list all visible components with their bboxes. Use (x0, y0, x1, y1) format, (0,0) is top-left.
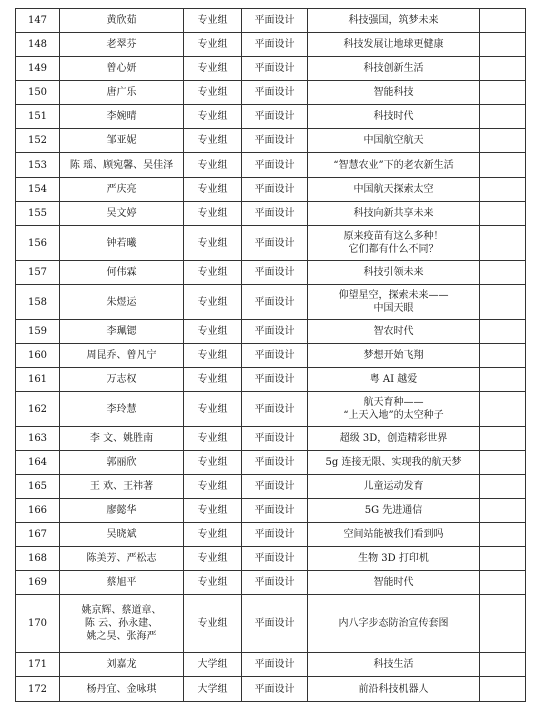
extra-cell (480, 475, 526, 499)
table-row (16, 105, 526, 129)
author-names-cell: 陈美芳、严松志 (60, 547, 184, 571)
table-row (16, 344, 526, 368)
work-title-cell: 科技时代 (308, 105, 480, 129)
category-cell: 平面设计 (242, 451, 308, 475)
group-cell: 专业组 (184, 451, 242, 475)
work-title-cell: 前沿科技机器人 (308, 677, 480, 702)
category-cell: 平面设计 (242, 427, 308, 451)
category-cell: 平面设计 (242, 547, 308, 571)
extra-cell (480, 129, 526, 153)
category-cell: 平面设计 (242, 9, 308, 33)
author-names-cell: 朱煜运 (60, 285, 184, 320)
group-cell: 大学组 (184, 677, 242, 702)
work-title-cell: 智能时代 (308, 571, 480, 595)
category-cell: 平面设计 (242, 261, 308, 285)
row-number-cell: 159 (16, 320, 60, 344)
table-row (16, 129, 526, 153)
extra-cell (480, 499, 526, 523)
category-cell: 平面设计 (242, 81, 308, 105)
category-cell: 平面设计 (242, 368, 308, 392)
row-number-cell: 154 (16, 178, 60, 202)
group-cell: 专业组 (184, 344, 242, 368)
table-row (16, 392, 526, 427)
extra-cell (480, 368, 526, 392)
work-title-cell: 航天育种—— “上天入地”的太空种子 (308, 392, 480, 427)
table-row (16, 9, 526, 33)
group-cell: 专业组 (184, 595, 242, 653)
work-title-cell: 儿童运动发育 (308, 475, 480, 499)
row-number-cell: 166 (16, 499, 60, 523)
group-cell: 专业组 (184, 261, 242, 285)
category-cell: 平面设计 (242, 105, 308, 129)
author-names-cell: 唐广乐 (60, 81, 184, 105)
table-row (16, 33, 526, 57)
work-title-cell: 梦想开始飞翔 (308, 344, 480, 368)
group-cell: 专业组 (184, 523, 242, 547)
work-title-cell: 科技发展让地球更健康 (308, 33, 480, 57)
work-title-cell: 超级 3D，创造精彩世界 (308, 427, 480, 451)
category-cell: 平面设计 (242, 57, 308, 81)
category-cell: 平面设计 (242, 129, 308, 153)
group-cell: 专业组 (184, 226, 242, 261)
extra-cell (480, 653, 526, 677)
row-number-cell: 157 (16, 261, 60, 285)
author-names-cell: 严庆亮 (60, 178, 184, 202)
table-row (16, 451, 526, 475)
category-cell: 平面设计 (242, 344, 308, 368)
group-cell: 专业组 (184, 392, 242, 427)
extra-cell (480, 571, 526, 595)
group-cell: 专业组 (184, 285, 242, 320)
table-row (16, 571, 526, 595)
row-number-cell: 170 (16, 595, 60, 653)
author-names-cell: 蔡旭平 (60, 571, 184, 595)
work-title-cell: 原来疫苗有这么多种！ 它们都有什么不同？ (308, 226, 480, 261)
work-title-cell: 5G 先进通信 (308, 499, 480, 523)
author-names-cell: 曾心妍 (60, 57, 184, 81)
extra-cell (480, 320, 526, 344)
table-row (16, 226, 526, 261)
work-title-cell: 生物 3D 打印机 (308, 547, 480, 571)
table-row (16, 653, 526, 677)
row-number-cell: 169 (16, 571, 60, 595)
extra-cell (480, 344, 526, 368)
work-title-cell: 粤 AI 越爱 (308, 368, 480, 392)
extra-cell (480, 677, 526, 702)
group-cell: 专业组 (184, 9, 242, 33)
category-cell: 平面设计 (242, 475, 308, 499)
category-cell: 平面设计 (242, 33, 308, 57)
table-row (16, 523, 526, 547)
table-row (16, 178, 526, 202)
work-title-cell: 仰望星空，探索未来—— 中国天眼 (308, 285, 480, 320)
group-cell: 大学组 (184, 653, 242, 677)
author-names-cell: 吴晓斌 (60, 523, 184, 547)
author-names-cell: 杨丹宜、金咏琪 (60, 677, 184, 702)
extra-cell (480, 9, 526, 33)
row-number-cell: 167 (16, 523, 60, 547)
author-names-cell: 廖懿华 (60, 499, 184, 523)
table-row (16, 677, 526, 702)
work-title-cell: 智农时代 (308, 320, 480, 344)
row-number-cell: 155 (16, 202, 60, 226)
group-cell: 专业组 (184, 571, 242, 595)
group-cell: 专业组 (184, 178, 242, 202)
author-names-cell: 李 文、姚胜南 (60, 427, 184, 451)
extra-cell (480, 451, 526, 475)
row-number-cell: 150 (16, 81, 60, 105)
group-cell: 专业组 (184, 547, 242, 571)
category-cell: 平面设计 (242, 153, 308, 178)
author-names-cell: 刘嘉龙 (60, 653, 184, 677)
row-number-cell: 151 (16, 105, 60, 129)
row-number-cell: 160 (16, 344, 60, 368)
author-names-cell: 王 欢、王祎著 (60, 475, 184, 499)
author-names-cell: 万志权 (60, 368, 184, 392)
table-row (16, 475, 526, 499)
extra-cell (480, 153, 526, 178)
group-cell: 专业组 (184, 129, 242, 153)
group-cell: 专业组 (184, 368, 242, 392)
table-row (16, 427, 526, 451)
author-names-cell: 黄欣茹 (60, 9, 184, 33)
group-cell: 专业组 (184, 475, 242, 499)
group-cell: 专业组 (184, 33, 242, 57)
extra-cell (480, 285, 526, 320)
work-title-cell: 科技引领未来 (308, 261, 480, 285)
table-row (16, 57, 526, 81)
author-names-cell: 老翠芬 (60, 33, 184, 57)
category-cell: 平面设计 (242, 178, 308, 202)
row-number-cell: 153 (16, 153, 60, 178)
category-cell: 平面设计 (242, 523, 308, 547)
extra-cell (480, 178, 526, 202)
extra-cell (480, 261, 526, 285)
extra-cell (480, 202, 526, 226)
work-title-cell: “智慧农业”下的老农新生活 (308, 153, 480, 178)
category-cell: 平面设计 (242, 571, 308, 595)
row-number-cell: 149 (16, 57, 60, 81)
row-number-cell: 172 (16, 677, 60, 702)
row-number-cell: 148 (16, 33, 60, 57)
table-row (16, 368, 526, 392)
row-number-cell: 152 (16, 129, 60, 153)
work-title-cell: 科技生活 (308, 653, 480, 677)
work-title-cell: 空间站能被我们看到吗 (308, 523, 480, 547)
extra-cell (480, 57, 526, 81)
row-number-cell: 156 (16, 226, 60, 261)
work-title-cell: 中国航空航天 (308, 129, 480, 153)
extra-cell (480, 81, 526, 105)
category-cell: 平面设计 (242, 392, 308, 427)
work-title-cell: 科技向新共享未来 (308, 202, 480, 226)
row-number-cell: 163 (16, 427, 60, 451)
group-cell: 专业组 (184, 153, 242, 178)
row-number-cell: 162 (16, 392, 60, 427)
category-cell: 平面设计 (242, 285, 308, 320)
table-row (16, 285, 526, 320)
author-names-cell: 李玲慧 (60, 392, 184, 427)
extra-cell (480, 547, 526, 571)
group-cell: 专业组 (184, 427, 242, 451)
category-cell: 平面设计 (242, 677, 308, 702)
group-cell: 专业组 (184, 202, 242, 226)
extra-cell (480, 427, 526, 451)
row-number-cell: 165 (16, 475, 60, 499)
author-names-cell: 陈 瑶、顾宛馨、吴佳泽 (60, 153, 184, 178)
author-names-cell: 钟若曦 (60, 226, 184, 261)
row-number-cell: 171 (16, 653, 60, 677)
group-cell: 专业组 (184, 499, 242, 523)
extra-cell (480, 33, 526, 57)
extra-cell (480, 523, 526, 547)
author-names-cell: 周昆乔、曾凡宁 (60, 344, 184, 368)
author-names-cell: 邹亚妮 (60, 129, 184, 153)
author-names-cell: 李婉晴 (60, 105, 184, 129)
work-title-cell: 科技创新生活 (308, 57, 480, 81)
extra-cell (480, 595, 526, 653)
table-row (16, 261, 526, 285)
work-title-cell: 内八字步态防治宣传套图 (308, 595, 480, 653)
row-number-cell: 158 (16, 285, 60, 320)
category-cell: 平面设计 (242, 320, 308, 344)
extra-cell (480, 105, 526, 129)
author-names-cell: 郭丽欣 (60, 451, 184, 475)
author-names-cell: 吴文婷 (60, 202, 184, 226)
table-row (16, 81, 526, 105)
author-names-cell: 李珮锶 (60, 320, 184, 344)
entries-table (15, 8, 526, 702)
table-row (16, 547, 526, 571)
category-cell: 平面设计 (242, 595, 308, 653)
author-names-cell: 姚京辉、蔡道章、 陈 云、孙永建、 姚之昊、张海严 (60, 595, 184, 653)
row-number-cell: 161 (16, 368, 60, 392)
table-row (16, 153, 526, 178)
category-cell: 平面设计 (242, 653, 308, 677)
category-cell: 平面设计 (242, 202, 308, 226)
group-cell: 专业组 (184, 320, 242, 344)
entries-table-body (16, 9, 526, 702)
extra-cell (480, 392, 526, 427)
group-cell: 专业组 (184, 57, 242, 81)
table-row (16, 320, 526, 344)
table-row (16, 595, 526, 653)
work-title-cell: 智能科技 (308, 81, 480, 105)
category-cell: 平面设计 (242, 499, 308, 523)
author-names-cell: 何伟霖 (60, 261, 184, 285)
work-title-cell: 科技强国，筑梦未来 (308, 9, 480, 33)
group-cell: 专业组 (184, 105, 242, 129)
row-number-cell: 147 (16, 9, 60, 33)
row-number-cell: 164 (16, 451, 60, 475)
work-title-cell: 中国航天探索太空 (308, 178, 480, 202)
group-cell: 专业组 (184, 81, 242, 105)
table-row (16, 202, 526, 226)
extra-cell (480, 226, 526, 261)
table-row (16, 499, 526, 523)
row-number-cell: 168 (16, 547, 60, 571)
work-title-cell: 5g 连接无限、实现我的航天梦 (308, 451, 480, 475)
category-cell: 平面设计 (242, 226, 308, 261)
